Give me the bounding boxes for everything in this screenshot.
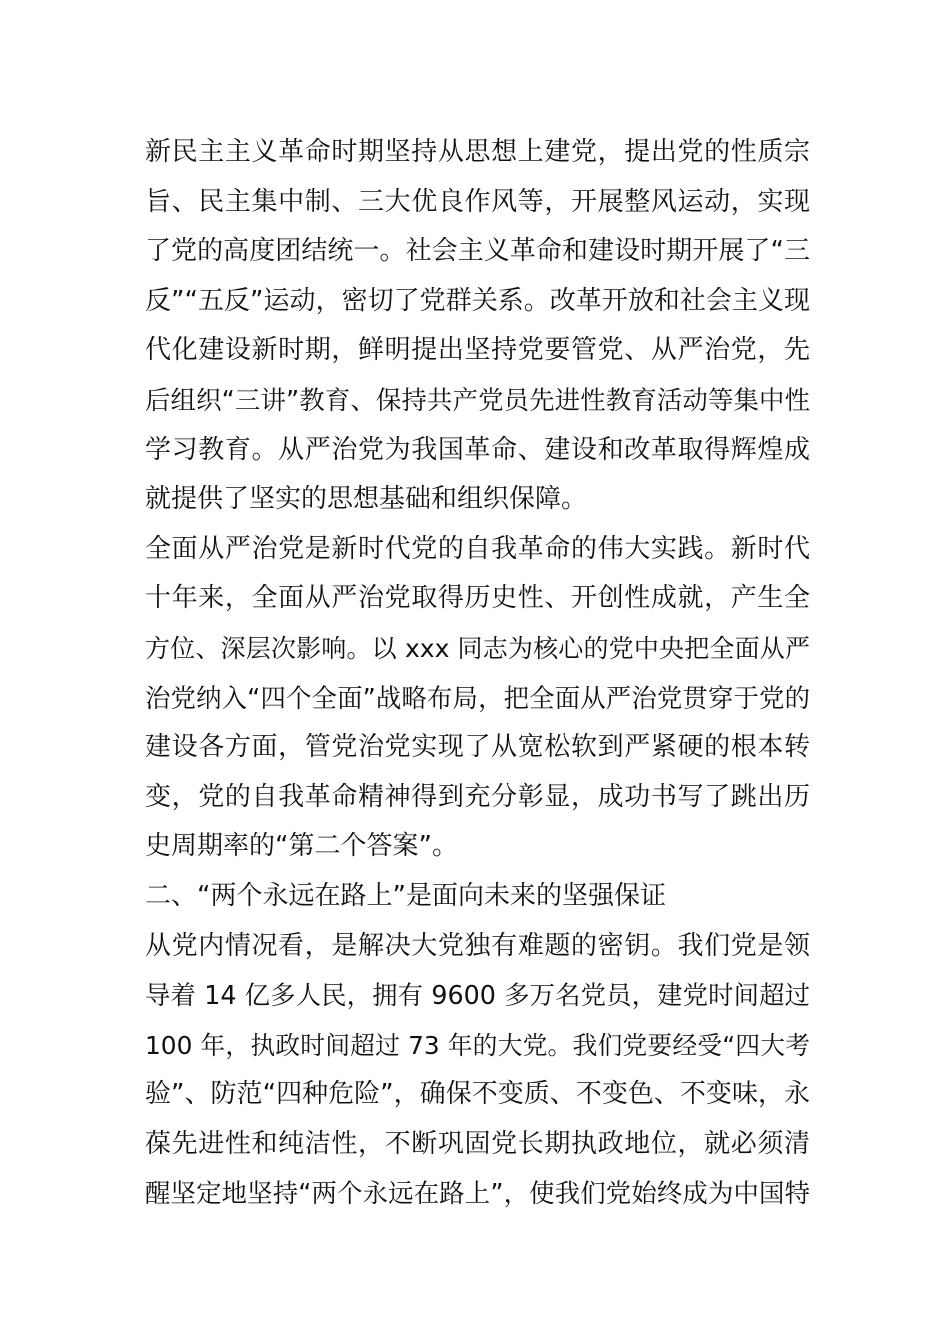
text-line: 了党的高度团结统一。社会主义革命和建设时期开展了“三 <box>145 236 810 267</box>
text-line: 学习教育。从严治党为我国革命、建设和改革取得辉煌成 <box>145 434 810 465</box>
text-line: 二、“两个永远在路上”是面向未来的坚强保证 <box>145 880 666 911</box>
text-line: 建设各方面，管党治党实现了从宽松软到严紧硬的根本转 <box>145 732 810 763</box>
text-line: 代化建设新时期，鲜明提出坚持党要管党、从严治党，先 <box>145 335 810 366</box>
text-line: 葆先进性和纯洁性，不断巩固党长期执政地位，就必须清 <box>145 1128 810 1159</box>
text-line: 醒坚定地坚持“两个永远在路上”，使我们党始终成为中国特 <box>145 1178 810 1209</box>
text-line: 史周期率的“第二个答案”。 <box>145 831 458 862</box>
text-line: 旨、民主集中制、三大优良作风等，开展整风运动，实现 <box>145 186 810 217</box>
text-line: 验”、防范“四种危险”，确保不变质、不变色、不变味，永 <box>145 1079 810 1110</box>
text-line: 100 年，执政时间超过 73 年的大党。我们党要经受“四大考 <box>145 1030 810 1060</box>
text-line: 方位、深层次影响。以 xxx 同志为核心的党中央把全面从严 <box>145 633 810 663</box>
text-line: 变，党的自我革命精神得到充分彰显，成功书写了跳出历 <box>145 781 810 812</box>
text-line: 十年来，全面从严治党取得历史性、开创性成就，产生全 <box>145 583 810 614</box>
text-line: 从党内情况看，是解决大党独有难题的密钥。我们党是领 <box>145 930 810 961</box>
text-line: 就提供了坚实的思想基础和组织保障。 <box>145 484 588 515</box>
text-line: 新民主主义革命时期坚持从思想上建党，提出党的性质宗 <box>145 137 810 167</box>
document-body <box>145 128 810 1219</box>
text-line: 全面从严治党是新时代党的自我革命的伟大实践。新时代 <box>145 533 810 564</box>
text-line: 后组织“三讲”教育、保持共产党员先进性教育活动等集中性 <box>145 384 810 415</box>
text-line: 反”“五反”运动，密切了党群关系。改革开放和社会主义现 <box>145 285 810 316</box>
text-line: 治党纳入“四个全面”战略布局，把全面从严治党贯穿于党的 <box>145 682 810 713</box>
text-line: 导着 14 亿多人民，拥有 9600 多万名党员，建党时间超过 <box>145 980 810 1011</box>
